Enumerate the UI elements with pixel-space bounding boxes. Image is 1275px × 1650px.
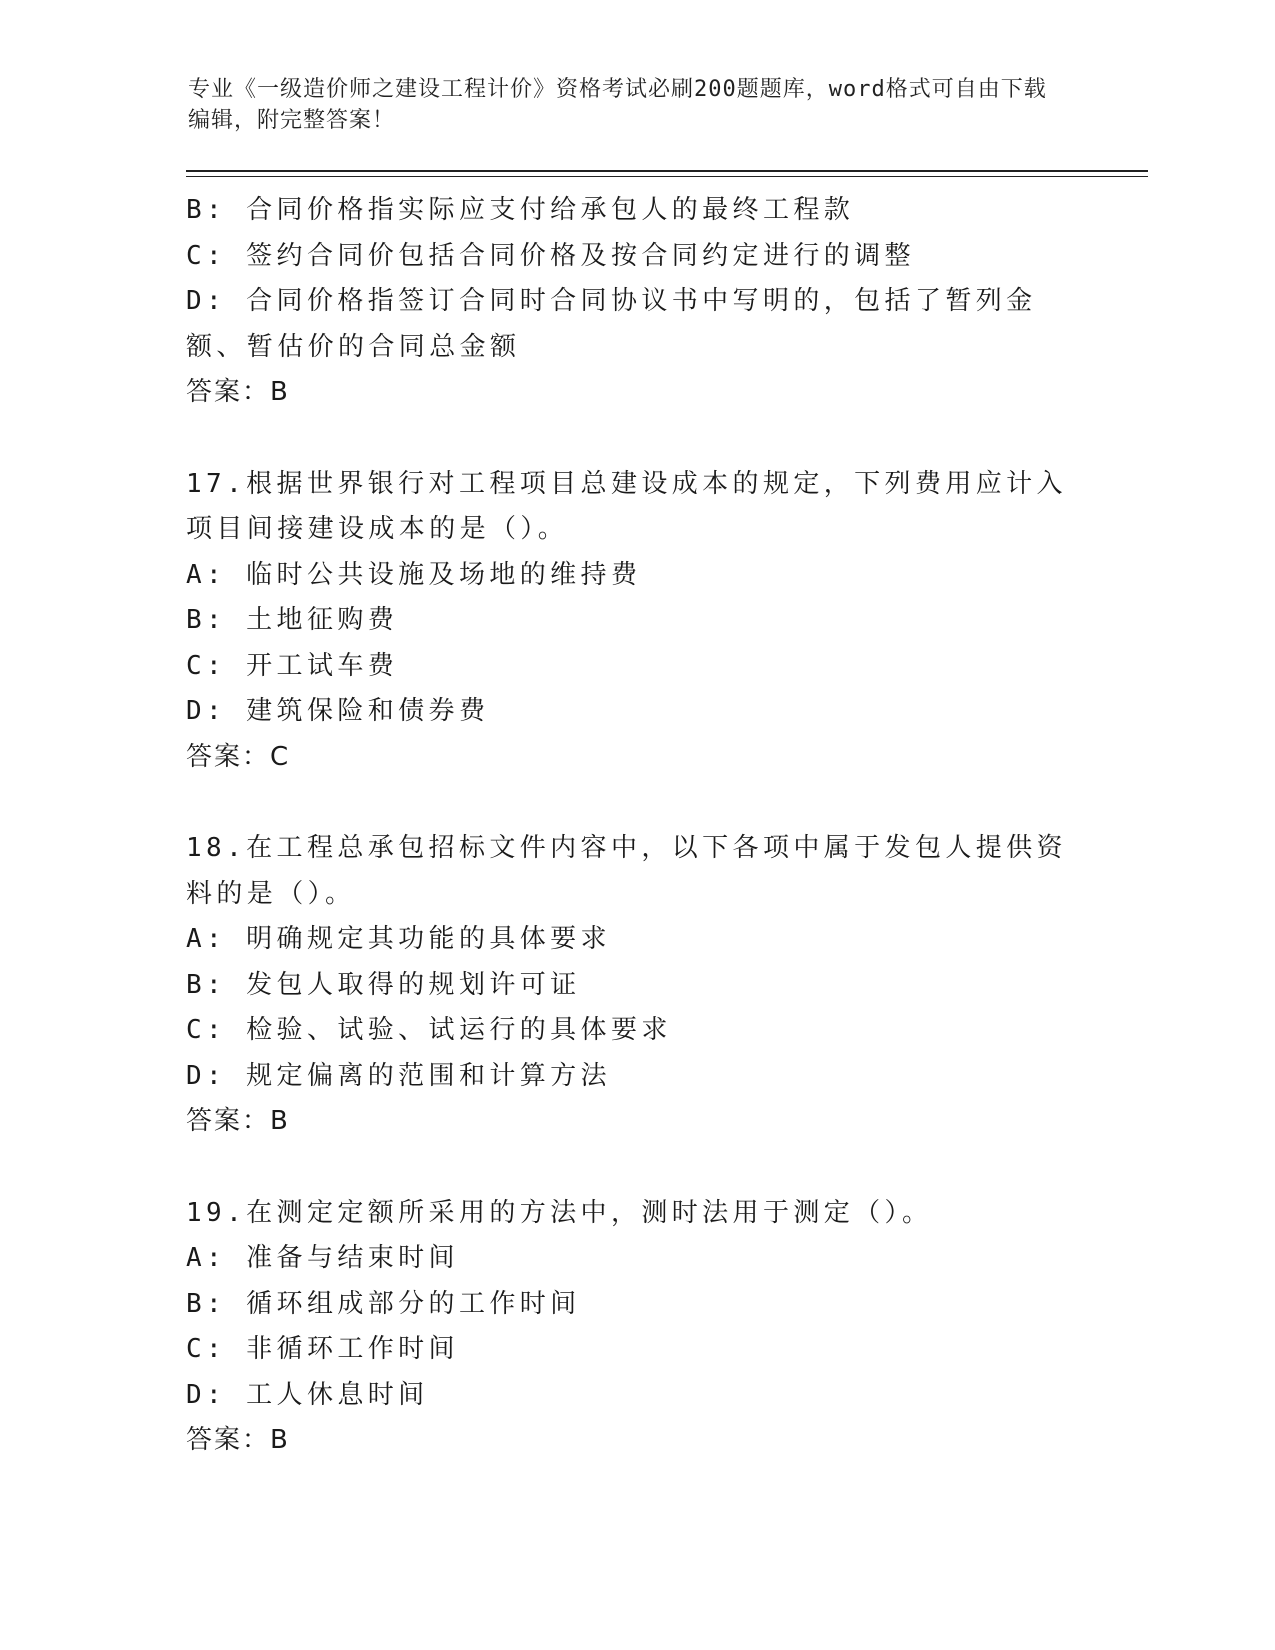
option-d: D: 合同价格指签订合同时合同协议书中写明的，包括了暂列金额、暂估价的合同总金额	[186, 286, 1037, 362]
option-a: A: 准备与结束时间	[186, 1243, 459, 1273]
option-b: B: 发包人取得的规划许可证	[186, 969, 581, 1000]
document-header: 专业《一级造价师之建设工程计价》资格考试必刷200题题库，word格式可自由下载编辑，附完整答案！	[188, 77, 1047, 133]
answer: 答案：B	[186, 377, 290, 407]
question-16-continued	[186, 188, 1086, 416]
answer: 答案：C	[186, 741, 291, 772]
option-b: B: 土地征购费	[186, 605, 399, 635]
option-b: B: 合同价格指实际应支付给承包人的最终工程款	[186, 195, 855, 225]
question-stem: 17.根据世界银行对工程项目总建设成本的规定，下列费用应计入项目间接建设成本的是（）。	[186, 468, 1067, 544]
option-d: D: 规定偏离的范围和计算方法	[186, 1060, 611, 1091]
header-rule-bottom	[186, 176, 1148, 177]
option-a: A: 临时公共设施及场地的维持费	[186, 559, 642, 590]
option-c: C: 非循环工作时间	[186, 1334, 459, 1364]
header-rule-top	[186, 170, 1148, 172]
answer: 答案：B	[186, 1106, 290, 1136]
question-18	[186, 826, 1086, 1145]
option-d: D: 建筑保险和债券费	[186, 696, 490, 726]
question-stem: 18.在工程总承包招标文件内容中，以下各项中属于发包人提供资料的是（）。	[186, 833, 1067, 909]
question-stem: 19.在测定定额所采用的方法中，测时法用于测定（）。	[186, 1197, 933, 1228]
question-19	[186, 1191, 1086, 1464]
answer: 答案：B	[186, 1425, 290, 1455]
option-c: C: 检验、试验、试运行的具体要求	[186, 1015, 672, 1045]
question-17	[186, 462, 1086, 781]
question-content	[186, 188, 1086, 1464]
option-b: B: 循环组成部分的工作时间	[186, 1288, 581, 1319]
option-a: A: 明确规定其功能的具体要求	[186, 924, 611, 954]
option-c: C: 开工试车费	[186, 650, 399, 681]
option-d: D: 工人休息时间	[186, 1379, 429, 1410]
option-c: C: 签约合同价包括合同价格及按合同约定进行的调整	[186, 240, 915, 271]
